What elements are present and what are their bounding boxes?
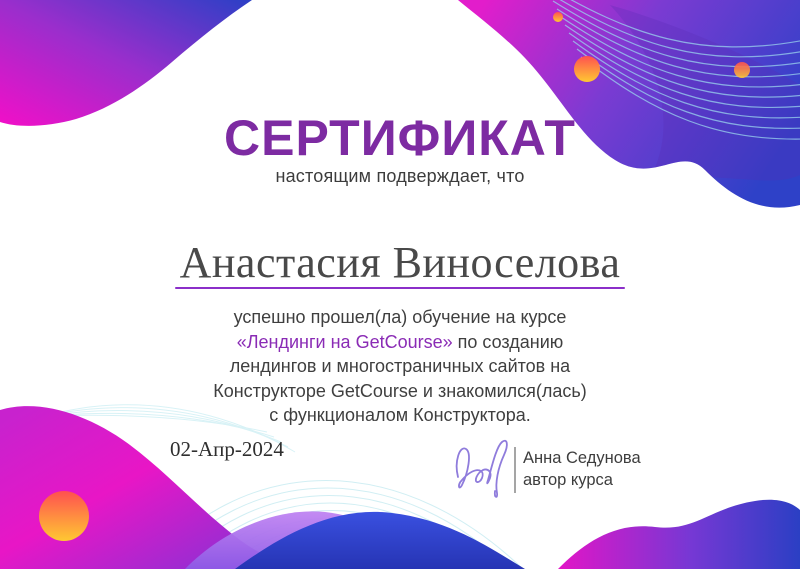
signature-block — [450, 433, 670, 499]
author-name: Анна Седунова — [523, 449, 641, 467]
body-line-1: успешно прошел(ла) обучение на курсе — [233, 307, 567, 327]
issue-date: 02-Апр-2024 — [170, 437, 284, 461]
signature-text — [523, 448, 641, 491]
body-line-5: с функционалом Конструктора. — [269, 405, 531, 425]
certificate-subtitle: настоящим подверждает, что — [275, 166, 525, 186]
author-role: автор курса — [523, 470, 613, 489]
recipient-name: Анастасия Виноселова — [179, 238, 621, 287]
name-underline — [175, 287, 625, 289]
course-name: «Лендинги на GetCourse» — [236, 331, 453, 352]
signature-scribble-icon — [450, 435, 514, 501]
body-line-2: по созданию — [452, 331, 564, 352]
certificate-body — [0, 305, 800, 428]
signature-divider — [514, 447, 516, 493]
certificate-title: СЕРТИФИКАТ — [224, 110, 576, 166]
body-line-3: лендингов и многостраничных сайтов на — [229, 356, 571, 376]
body-line-4: Конструкторе GetCourse и знакомился(лась) — [213, 380, 587, 401]
